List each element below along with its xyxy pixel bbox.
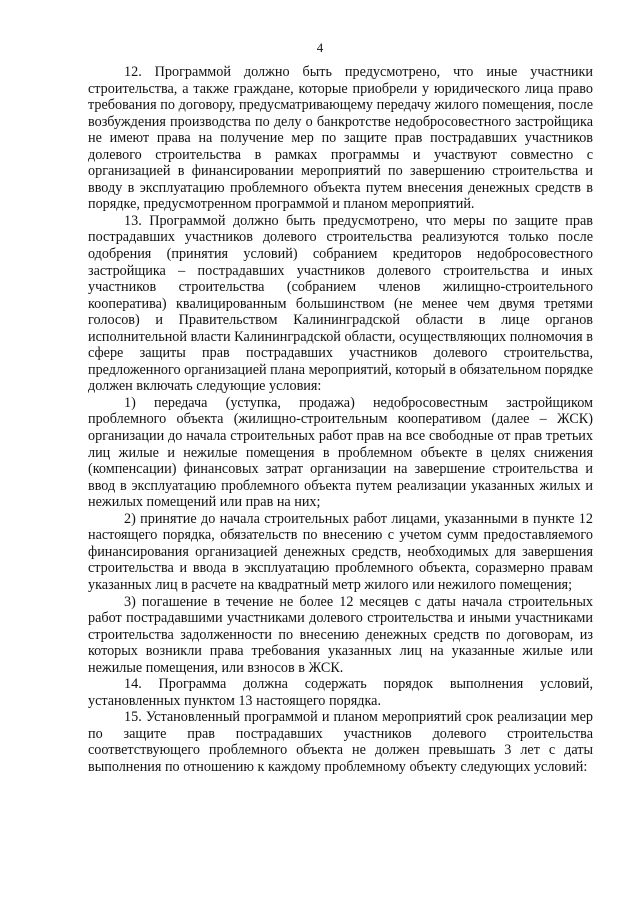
paragraph-12: 12. Программой должно быть предусмотрено, что иные участники строительства, а также граждане, которые приобрели у юридического лица право требования по договору, предусматривающему передачу жилого помещения, после возбуждения производства по делу о банкротстве недобросовестного застройщика не имеют права на получение мер по защите прав пострадавших участников долевого строительства в рамках программы и участвуют совместно с организацией в финансировании мероприятий по завершению строительства и вводу в эксплуатацию проблемного объекта путем внесения денежных средств в порядке, предусмотренном программой и планом мероприятий. xyxy=(88,64,593,213)
paragraph-15: 15. Установленный программой и планом мероприятий срок реализации мер по защите прав пострадавших участников долевого строительства соответствующего проблемного объекта не должен превышать 3 лет с даты выполнения по отношению к каждому проблемному объекту следующих условий: xyxy=(88,709,593,775)
document-body xyxy=(88,64,593,776)
paragraph-14: 14. Программа должна содержать порядок выполнения условий, установленных пунктом 13 настоящего порядка. xyxy=(88,676,593,709)
paragraph-13-item-3: 3) погашение в течение не более 12 месяцев с даты начала строительных работ пострадавшими участниками долевого строительства и иными участниками строительства задолженности по внесению денежных средств по договорам, из которых возникли права требования указанных лиц на указанные жилые или нежилые помещения, или взносов в ЖСК. xyxy=(88,593,593,676)
page-number: 4 xyxy=(316,40,324,55)
paragraph-13-item-1: 1) передача (уступка, продажа) недобросовестным застройщиком проблемного объекта (жилищно-строительным кооперативом (далее – ЖСК) организации до начала строительных работ прав на все свободные от прав третьих лиц жилые и нежилые помещения в проблемном объекте в целях снижения (компенсации) финансовых затрат организации на завершение строительства и ввод в эксплуатацию проблемного объекта путем реализации указанных жилых и нежилых помещений или прав на них; xyxy=(88,394,593,511)
paragraph-13: 13. Программой должно быть предусмотрено, что меры по защите прав пострадавших участников долевого строительства реализуются только после одобрения (принятия условий) собранием кредиторов недобросовестного застройщика – пострадавших участников долевого строительства и иных участников строительства (собранием членов жилищно-строительного кооператива) квалицированным большинством (не менее чем двумя третями голосов) и Правительством Калининградской области в лице органов исполнительной власти Калининградской области, осуществляющих полномочия в сфере защиты прав пострадавших участников долевого строительства, предложенного организацией плана мероприятий, который в обязательном порядке должен включать следующие условия: xyxy=(88,212,593,395)
paragraph-13-item-2: 2) принятие до начала строительных работ лицами, указанными в пункте 12 настоящего порядка, обязательств по внесению с учетом сумм предоставляемого финансирования организацией денежных средств, необходимых для завершения строительства и ввода в эксплуатацию проблемного объекта, соразмерно правам указанных лиц в расчете на квадратный метр жилого или нежилого помещения; xyxy=(88,510,593,593)
